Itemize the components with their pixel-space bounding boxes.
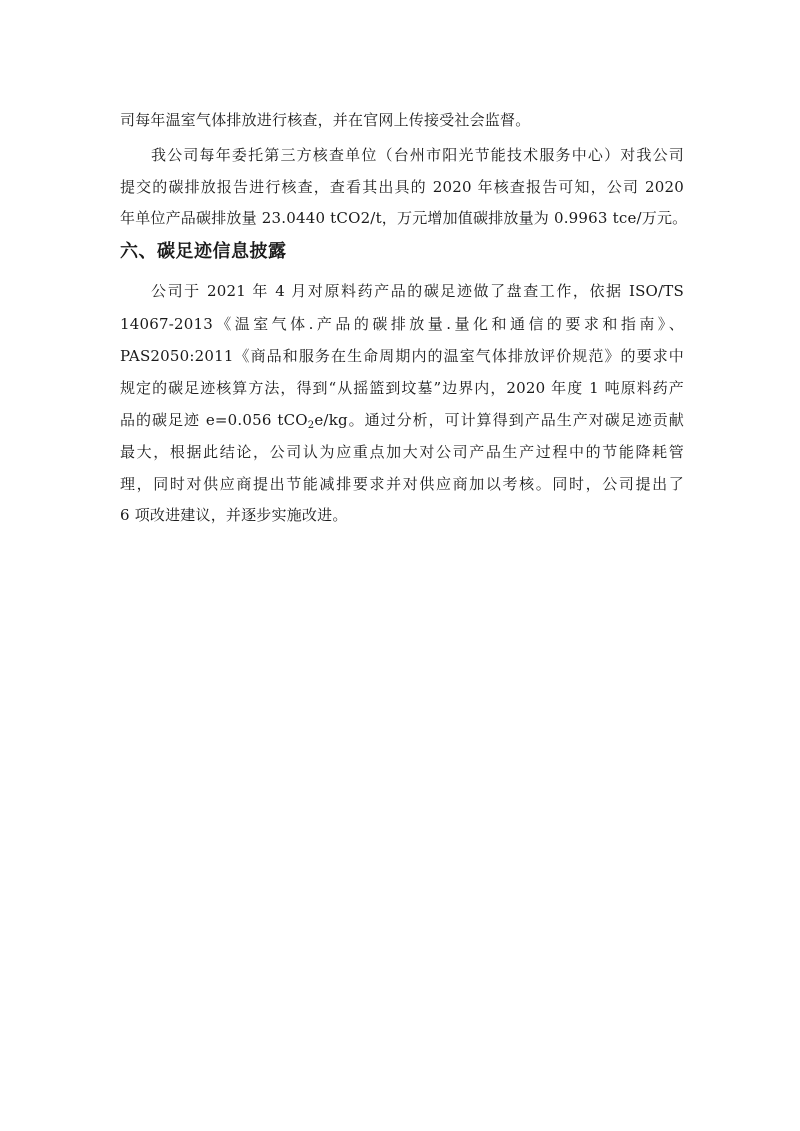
subscript: 2 [307, 420, 315, 431]
text-segment: e/kg。通过分析，可计算得到产品生产对碳足迹贡献 [314, 411, 684, 429]
paragraph-line [120, 410, 684, 436]
paragraph-line: 公司于 2021 年 4 月对原料药产品的碳足迹做了盘查工作，依据 ISO/TS [151, 282, 684, 300]
paragraph-line: 年单位产品碳排放量 23.0440 tCO2/t，万元增加值碳排放量为 0.9963 tce/万元。 [120, 209, 688, 227]
paragraph-line: 司每年温室气体排放进行核查，并在官网上传接受社会监督。 [120, 111, 531, 129]
text-segment: 品的碳足迹 e=0.056 tCO [120, 411, 308, 429]
section-heading: 六、碳足迹信息披露 [120, 241, 287, 262]
paragraph-line: 最大，根据此结论，公司认为应重点加大对公司产品生产过程中的节能降耗管 [120, 443, 684, 461]
paragraph-line: 理，同时对供应商提出节能减排要求并对供应商加以考核。同时，公司提出了 [120, 475, 684, 493]
paragraph-line: 6 项改进建议，并逐步实施改进。 [120, 506, 348, 524]
paragraph-line: 规定的碳足迹核算方法，得到“从摇篮到坟墓”边界内，2020 年度 1 吨原料药产 [120, 379, 684, 397]
paragraph-line: 14067-2013《温室气体.产品的碳排放量.量化和通信的要求和指南》、 [120, 315, 684, 333]
paragraph-line: 提交的碳排放报告进行核查，查看其出具的 2020 年核查报告可知，公司 2020 [120, 178, 684, 196]
paragraph-line: 我公司每年委托第三方核查单位（台州市阳光节能技术服务中心）对我公司 [151, 146, 684, 164]
paragraph-line: PAS2050:2011《商品和服务在生命周期内的温室气体排放评价规范》的要求中 [120, 347, 684, 365]
